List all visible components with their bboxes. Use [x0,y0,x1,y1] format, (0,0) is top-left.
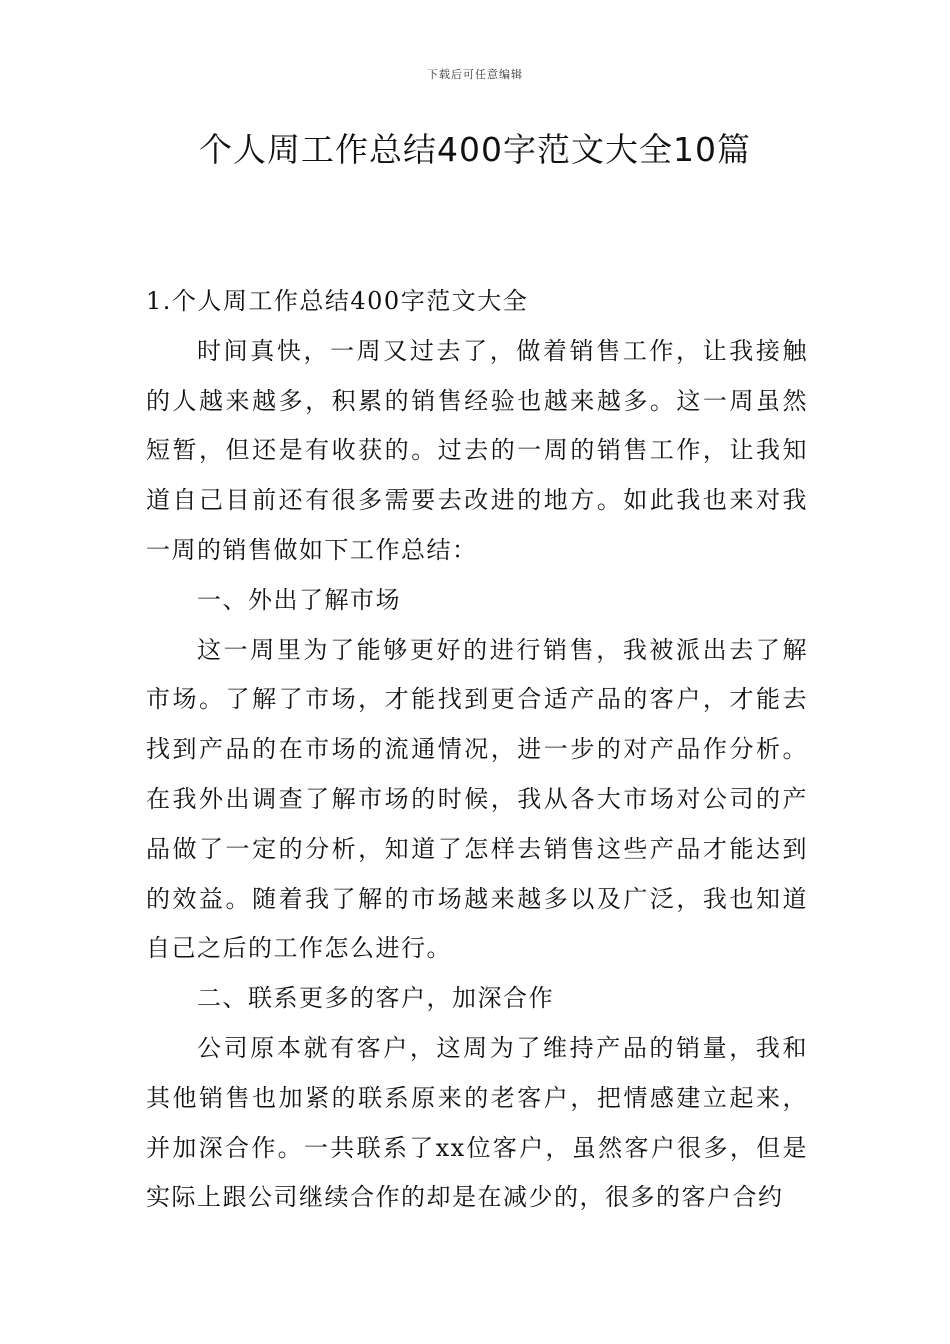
paragraph-market: 这一周里为了能够更好的进行销售，我被派出去了解市场。了解了市场，才能找到更合适产品的客户，才能去找到产品的在市场的流通情况，进一步的对产品作分析。在我外出调查了解市场的时候，我从各大市场对公司的产品做了一定的分析，知道了怎样去销售这些产品才能达到的效益。随着我了解的市场越来越多以及广泛，我也知道自己之后的工作怎么进行。 [146,635,808,963]
document-title: 个人周工作总结400字范文大全10篇 [199,130,751,169]
paragraph-intro: 时间真快，一周又过去了，做着销售工作，让我接触的人越来越多，积累的销售经验也越来越多。这一周虽然短暂，但还是有收获的。过去的一周的销售工作，让我知道自己目前还有很多需要去改进的地方。如此我也来对我一周的销售做如下工作总结： [146,336,808,564]
header-note: 下载后可任意编辑 [427,68,523,81]
subheading-customers: 二、联系更多的客户，加深合作 [197,984,554,1013]
subheading-market: 一、外出了解市场 [197,585,401,614]
paragraph-customers: 公司原本就有客户，这周为了维持产品的销量，我和其他销售也加紧的联系原来的老客户，把情感建立起来，并加深合作。一共联系了xx位客户，虽然客户很多，但是实际上跟公司继续合作的却是在减少的，很多的客户合约 [146,1033,808,1212]
document-body [146,277,808,1223]
section-heading: 1.个人周工作总结400字范文大全 [146,287,529,315]
